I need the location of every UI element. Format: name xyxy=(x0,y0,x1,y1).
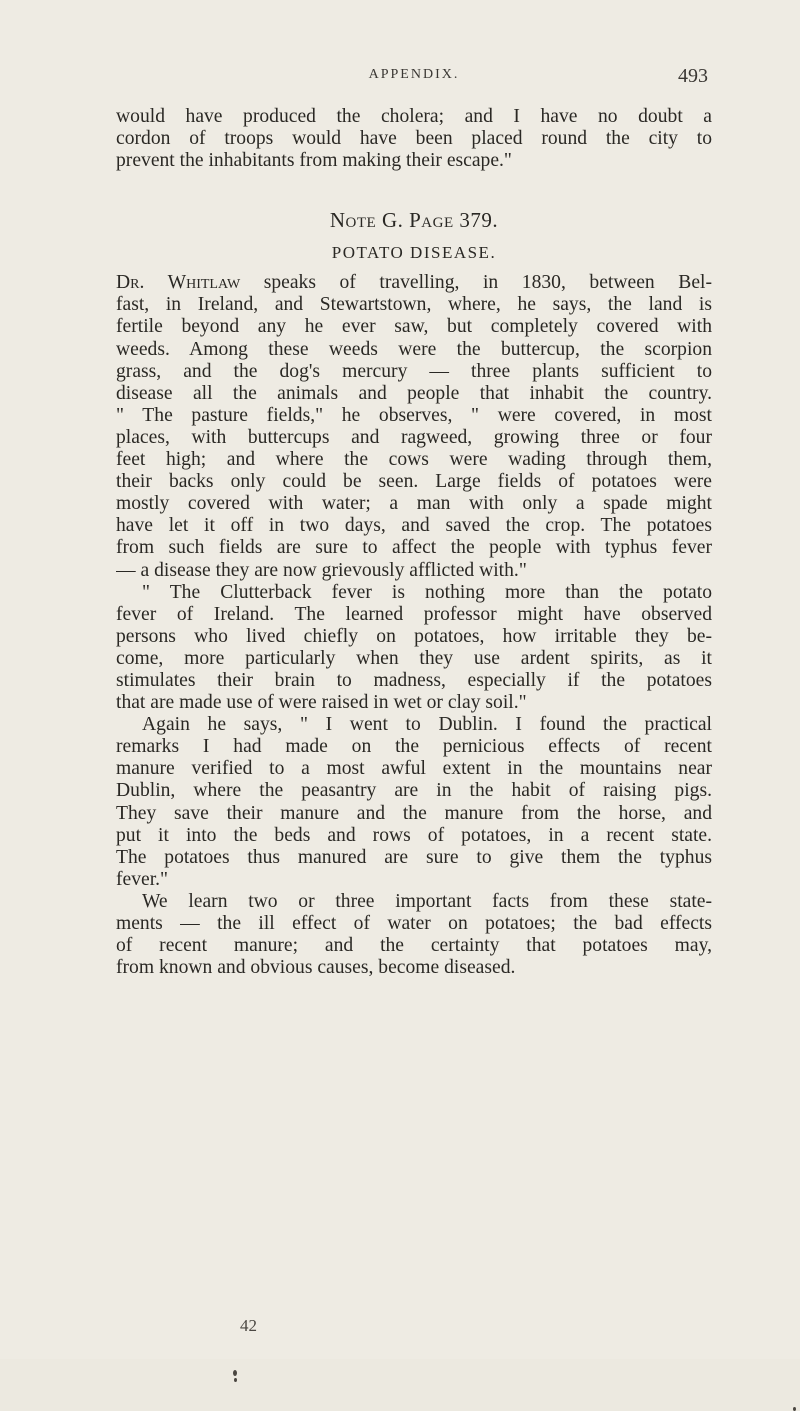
paragraph-conclusion xyxy=(116,891,712,979)
running-head xyxy=(120,67,708,95)
text-line: fever of Ireland. The learned professor might have observed xyxy=(116,603,712,625)
text-line: remarks I had made on the pernicious effects of recent xyxy=(116,736,712,758)
text-line: disease all the animals and people that inhabit the country. xyxy=(116,382,712,404)
text-line: The potatoes thus manured are sure to give them the typhus xyxy=(116,846,712,868)
text-line: mostly covered with water; a man with only a spade might xyxy=(116,493,712,515)
note-heading: Note G. Page 379. xyxy=(329,208,499,233)
text-line: They save their manure and the manure from the horse, and xyxy=(116,802,712,824)
text-line: places, with buttercups and ragweed, growing three or four xyxy=(116,426,712,448)
text-line: — a disease they are now grievously afflicted with." xyxy=(116,559,527,581)
text-line: persons who lived chiefly on potatoes, how irritable they be- xyxy=(116,625,712,647)
paragraph-whitlaw xyxy=(116,272,712,581)
text-line: ments — the ill effect of water on potatoes; the bad effects xyxy=(116,913,712,934)
ink-speck xyxy=(233,1370,237,1376)
text-line: Again he says, " I went to Dublin. I found the practical xyxy=(142,714,712,736)
opening-paragraph xyxy=(116,106,712,172)
text-line: would have produced the cholera; and I have no doubt a xyxy=(116,106,712,127)
text-line: stimulates their brain to madness, especially if the potatoes xyxy=(116,669,712,691)
text-line: fever." xyxy=(116,868,169,890)
text-line: cordon of troops would have been placed round the city to xyxy=(116,128,712,150)
text-line: come, more particularly when they use ardent spirits, as it xyxy=(116,647,712,669)
section-title: POTATO DISEASE. xyxy=(331,243,497,263)
text-line: grass, and the dog's mercury — three plants sufficient to xyxy=(116,360,712,382)
ink-speck xyxy=(234,1378,237,1382)
text-line: fast, in Ireland, and Stewartstown, where, he says, the land is xyxy=(116,294,712,316)
text-line: have let it off in two days, and saved the crop. The potatoes xyxy=(116,515,712,537)
text-line: their backs only could be seen. Large fields of potatoes were xyxy=(116,471,712,493)
text-line: fertile beyond any he ever saw, but completely covered with xyxy=(116,316,712,338)
body-text xyxy=(116,106,712,979)
running-title: APPENDIX. xyxy=(368,67,460,82)
text-line: " The Clutterback fever is nothing more than the potato xyxy=(142,581,712,603)
text-line: from known and obvious causes, become diseased. xyxy=(116,957,516,979)
ink-speck xyxy=(793,1407,796,1411)
text-line: from such fields are sure to affect the people with typhus fever xyxy=(116,537,712,559)
text-line: that are made use of were raised in wet or clay soil." xyxy=(116,692,527,714)
text-line: " The pasture fields," he observes, " were covered, in most xyxy=(116,404,712,426)
paragraph-clutterback xyxy=(116,582,712,715)
author-name: Dr. Whitlaw xyxy=(116,272,241,294)
text-line: Dublin, where the peasantry are in the habit of raising pigs. xyxy=(116,780,712,802)
text-line: put it into the beds and rows of potatoes, in a recent state. xyxy=(116,824,712,846)
text-fragment: speaks of travelling, in 1830, between Bel- xyxy=(240,272,712,294)
paragraph-dublin xyxy=(116,714,712,891)
text-line: weeds. Among these weeds were the buttercup, the scorpion xyxy=(116,338,712,360)
text-line: We learn two or three important facts from these state- xyxy=(142,890,712,912)
text-line: feet high; and where the cows were wading through them, xyxy=(116,449,712,471)
signature-mark: 42 xyxy=(240,1316,257,1335)
text-line xyxy=(116,272,712,294)
page-number: 493 xyxy=(678,65,708,87)
text-line: manure verified to a most awful extent in the mountains near xyxy=(116,758,712,780)
text-line: of recent manure; and the certainty that potatoes may, xyxy=(116,935,712,957)
text-line: prevent the inhabitants from making their escape." xyxy=(116,150,512,172)
